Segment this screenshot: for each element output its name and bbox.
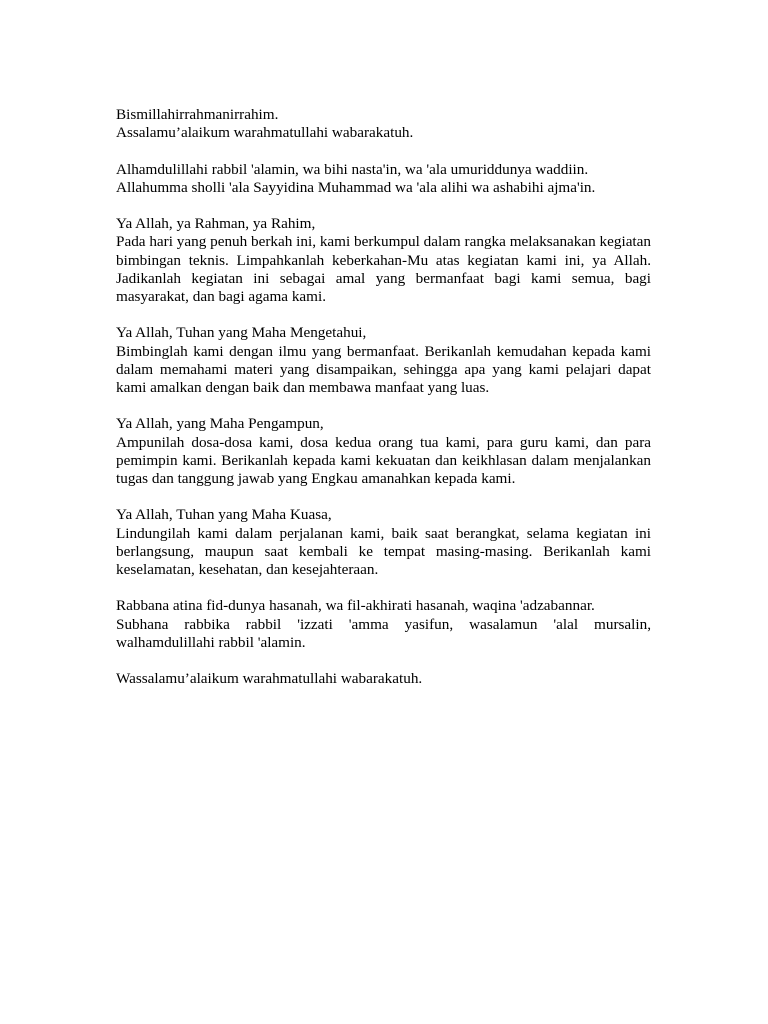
document-page <box>116 106 651 707</box>
shalawat-line: Allahumma sholli 'ala Sayyidina Muhammad wa 'ala alihi wa ashabihi ajma'in. <box>116 178 596 196</box>
basmalah-line: Bismillahirrahmanirrahim. <box>116 106 279 123</box>
opening-paragraph <box>116 106 651 142</box>
prayer-paragraph-blessing <box>116 215 651 306</box>
prayer-body: Pada hari yang penuh berkah ini, kami berkumpul dalam rangka melaksanakan kegiatan bimbingan teknis. Limpahkanlah keberkahan-Mu atas kegiatan kami ini, ya Allah. Jadikanlah kegiatan ini sebagai amal yang bermanfaat bagi kami semua, bagi masyarakat, dan bagi agama kami. <box>116 233 651 305</box>
hamdalah-line: Alhamdulillahi rabbil 'alamin, wa bihi nasta'in, wa 'ala umuriddunya waddiin. <box>116 160 589 178</box>
closing-salam-paragraph <box>116 670 651 688</box>
prayer-paragraph-protection <box>116 506 651 579</box>
praise-paragraph <box>116 161 651 197</box>
prayer-heading: Ya Allah, ya Rahman, ya Rahim, <box>116 215 316 233</box>
subhana-line: Subhana rabbika rabbil 'izzati 'amma yasifun, wasalamun 'alal mursalin, walhamdulillahi rabbil 'alamin. <box>116 615 651 651</box>
prayer-paragraph-forgiveness <box>116 415 651 488</box>
closing-salam-line: Wassalamu’alaikum warahmatullahi wabarakatuh. <box>116 670 423 688</box>
closing-doa-paragraph <box>116 597 651 652</box>
prayer-body: Ampunilah dosa-dosa kami, dosa kedua orang tua kami, para guru kami, dan para pemimpin kami. Berikanlah kepada kami kekuatan dan keikhlasan dalam menjalankan tugas dan tanggung jawab yang Engkau amanahkan kepada kami. <box>116 433 651 487</box>
prayer-heading: Ya Allah, Tuhan yang Maha Mengetahui, <box>116 324 367 342</box>
salam-line: Assalamu’alaikum warahmatullahi wabarakatuh. <box>116 124 414 142</box>
prayer-body: Bimbinglah kami dengan ilmu yang bermanfaat. Berikanlah kemudahan kepada kami dalam memahami materi yang disampaikan, sehingga apa yang kami pelajari dapat kami amalkan dengan baik dan membawa manfaat yang luas. <box>116 342 651 396</box>
rabbana-line: Rabbana atina fid-dunya hasanah, wa fil-akhirati hasanah, waqina 'adzabannar. <box>116 597 595 615</box>
prayer-heading: Ya Allah, yang Maha Pengampun, <box>116 415 324 433</box>
prayer-body: Lindungilah kami dalam perjalanan kami, baik saat berangkat, selama kegiatan ini berlangsung, maupun saat kembali ke tempat masing-masing. Berikanlah kami keselamatan, kesehatan, dan kesejahteraan. <box>116 524 651 578</box>
prayer-paragraph-knowledge <box>116 324 651 397</box>
prayer-heading: Ya Allah, Tuhan yang Maha Kuasa, <box>116 506 332 524</box>
